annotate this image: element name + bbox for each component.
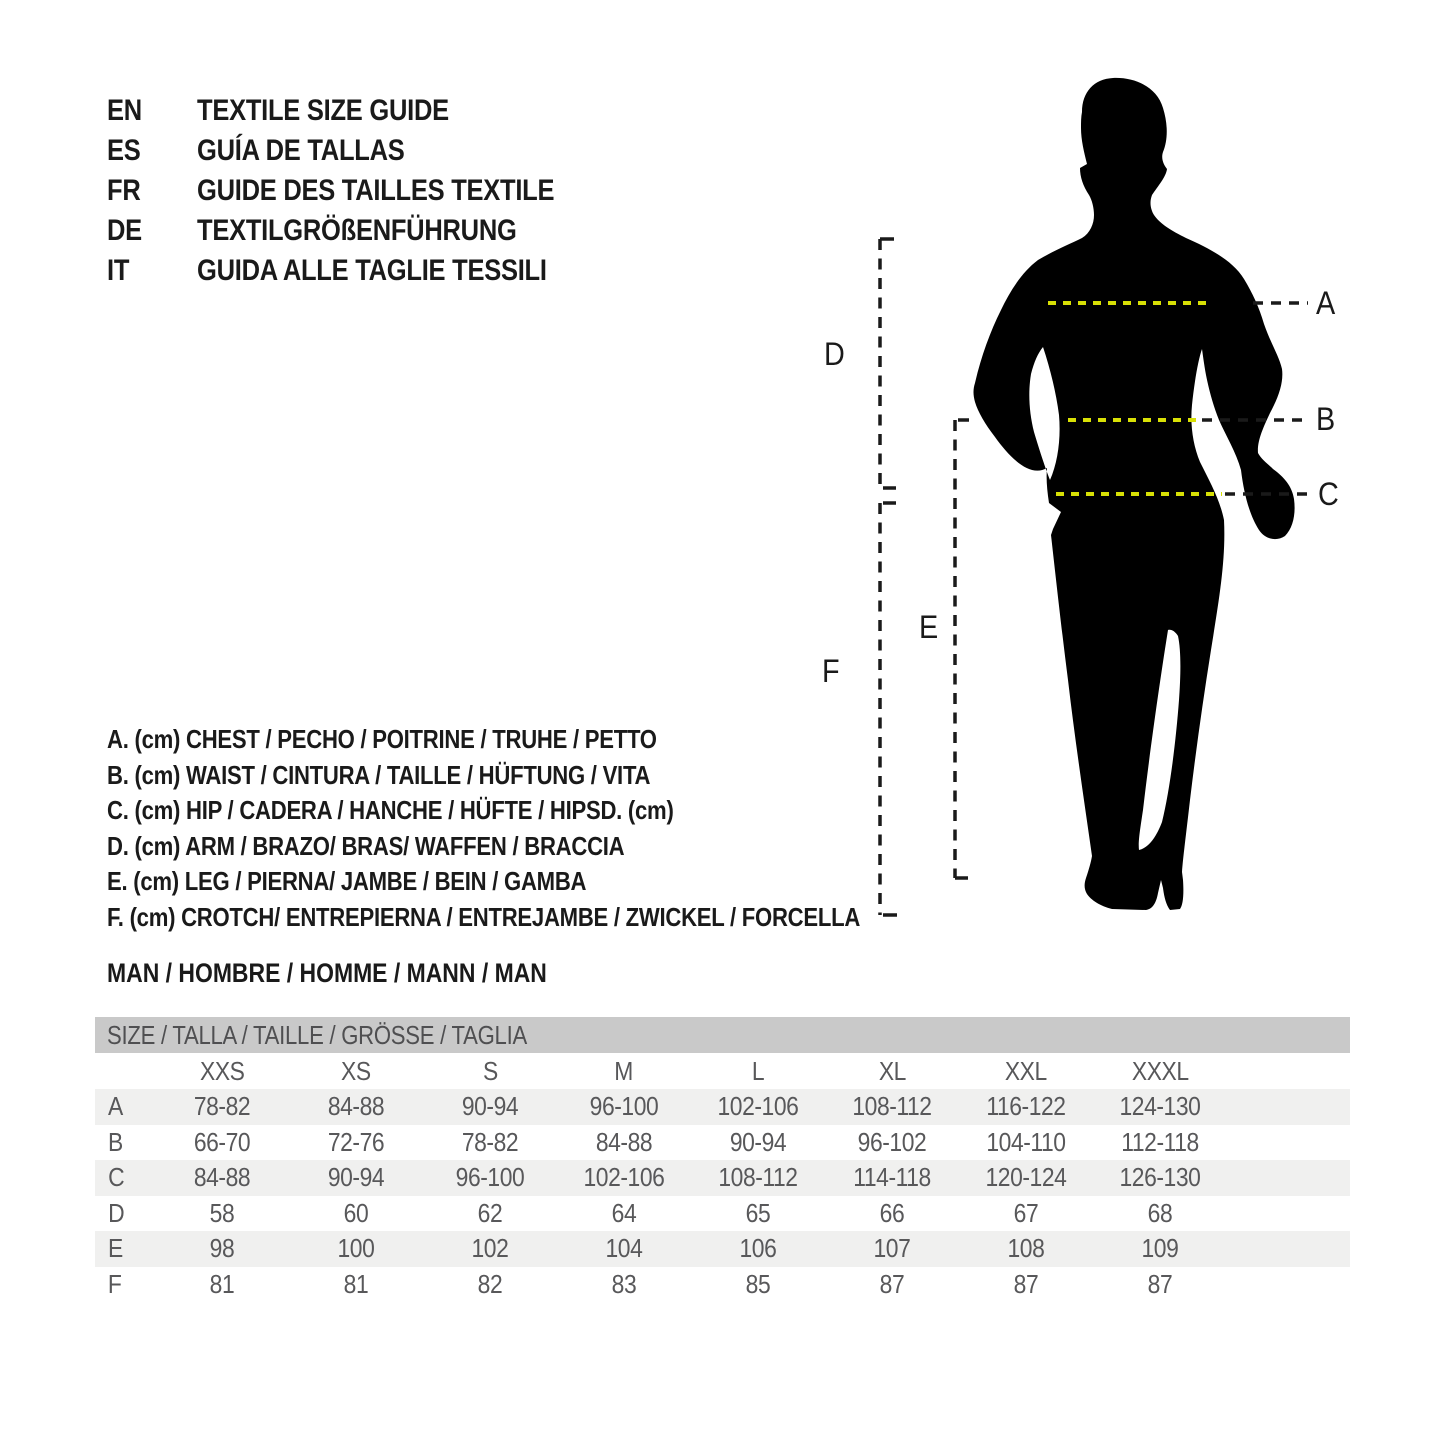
table-cell-text: 90-94 xyxy=(729,1126,787,1157)
table-cell-text: 114-118 xyxy=(853,1162,931,1192)
row-label-text: C xyxy=(108,1162,125,1192)
table-cell xyxy=(423,1267,557,1303)
table-cell-text: 107 xyxy=(873,1233,911,1263)
table-cell-text: 64 xyxy=(611,1197,637,1228)
row-label-text: F xyxy=(107,1268,122,1299)
table-cell-text: 68 xyxy=(1147,1197,1173,1228)
table-row-filler xyxy=(1227,1231,1350,1267)
size-table-header-text: SIZE / TALLA / TAILLE / GRÖSSE / TAGLIA xyxy=(107,1020,527,1050)
language-code-text: EN xyxy=(107,94,142,127)
column-header-text: XXL xyxy=(1005,1056,1047,1086)
table-cell xyxy=(691,1267,825,1303)
table-row-filler xyxy=(1227,1267,1350,1303)
table-cell xyxy=(959,1196,1093,1232)
table-cell-text: 60 xyxy=(343,1197,369,1228)
table-row-filler xyxy=(1227,1125,1350,1161)
table-cell-text: 116-122 xyxy=(986,1091,1066,1121)
table-cell-text: 100 xyxy=(337,1233,375,1263)
table-cell-text: 66 xyxy=(879,1197,905,1228)
row-label xyxy=(95,1231,155,1267)
table-cell xyxy=(155,1231,289,1267)
table-cell-text: 126-130 xyxy=(1119,1162,1201,1192)
size-table-header xyxy=(95,1017,1350,1053)
table-cell xyxy=(825,1267,959,1303)
table-cell-text: 65 xyxy=(745,1197,771,1228)
table-cell xyxy=(289,1196,423,1232)
legend-line-text: D. (cm) ARM / BRAZO/ BRAS/ WAFFEN / BRACCIA xyxy=(107,830,625,861)
column-header-xs xyxy=(289,1053,423,1089)
table-cell xyxy=(825,1089,959,1125)
table-cell-text: 104-110 xyxy=(986,1126,1066,1157)
title-text: TEXTILE SIZE GUIDE xyxy=(197,94,449,127)
column-header-text: S xyxy=(482,1056,498,1086)
table-cell xyxy=(557,1231,691,1267)
size-table-column-row xyxy=(95,1053,1350,1089)
table-cell xyxy=(691,1196,825,1232)
table-cell xyxy=(289,1125,423,1161)
legend-line-f xyxy=(107,900,993,936)
table-cell xyxy=(959,1125,1093,1161)
legend-line-text: C. (cm) HIP / CADERA / HANCHE / HÜFTE / HIPSD. (cm) xyxy=(107,795,674,826)
language-code-text: DE xyxy=(107,214,142,247)
table-cell xyxy=(155,1089,289,1125)
table-cell-text: 124-130 xyxy=(1119,1091,1201,1121)
table-cell-text: 62 xyxy=(477,1197,503,1228)
table-cell-text: 96-100 xyxy=(455,1162,525,1192)
table-cell xyxy=(959,1267,1093,1303)
language-code-text: IT xyxy=(107,254,130,287)
legend-line-text: A. (cm) CHEST / PECHO / POITRINE / TRUHE / PETTO xyxy=(107,724,657,754)
column-header-xxl xyxy=(959,1053,1093,1089)
table-cell-text: 83 xyxy=(611,1268,637,1299)
title-text: GUÍA DE TALLAS xyxy=(197,134,405,167)
title-text: GUIDA ALLE TAGLIE TESSILI xyxy=(197,254,547,287)
table-cell-text: 84-88 xyxy=(595,1126,653,1157)
row-label xyxy=(95,1267,155,1303)
marker-label-chest: A xyxy=(1316,285,1336,321)
table-cell xyxy=(155,1196,289,1232)
row-label xyxy=(95,1160,155,1196)
table-row-f xyxy=(95,1267,1350,1303)
column-header-filler xyxy=(1227,1053,1350,1089)
table-cell-text: 108-112 xyxy=(852,1091,932,1121)
table-cell xyxy=(155,1267,289,1303)
table-cell xyxy=(289,1231,423,1267)
table-cell xyxy=(691,1089,825,1125)
table-cell-text: 96-102 xyxy=(857,1126,927,1157)
row-label-text: B xyxy=(108,1126,123,1157)
title-text: GUIDE DES TAILLES TEXTILE xyxy=(197,174,555,207)
legend-line-text: E. (cm) LEG / PIERNA/ JAMBE / BEIN / GAMBA xyxy=(107,866,587,897)
table-cell xyxy=(155,1160,289,1196)
table-cell-text: 87 xyxy=(879,1268,905,1299)
table-cell xyxy=(1093,1267,1227,1303)
row-label xyxy=(95,1089,155,1125)
table-cell-text: 108-112 xyxy=(718,1162,798,1192)
table-cell-text: 112-118 xyxy=(1121,1126,1199,1157)
table-row-d xyxy=(95,1196,1350,1232)
table-cell-text: 109 xyxy=(1141,1233,1179,1263)
marker-label-crotch: F xyxy=(822,653,840,689)
table-cell-text: 81 xyxy=(209,1268,235,1299)
legend-line-text: B. (cm) WAIST / CINTURA / TAILLE / HÜFTUNG / VITA xyxy=(107,759,651,790)
table-cell xyxy=(155,1125,289,1161)
table-cell xyxy=(691,1160,825,1196)
legend-line-text: F. (cm) CROTCH/ ENTREPIERNA / ENTREJAMBE / ZWICKEL / FORCELLA xyxy=(107,901,861,932)
table-cell-text: 98 xyxy=(209,1233,235,1263)
table-cell-text: 90-94 xyxy=(327,1162,385,1192)
marker-label-hip: C xyxy=(1318,476,1339,512)
measurement-legend xyxy=(107,722,993,936)
table-cell xyxy=(1093,1125,1227,1161)
table-cell xyxy=(959,1231,1093,1267)
column-header-text: XXS xyxy=(199,1056,245,1086)
table-cell-text: 102 xyxy=(471,1233,509,1263)
gender-line-text: MAN / HOMBRE / HOMME / MANN / MAN xyxy=(107,958,547,988)
column-header-text: M xyxy=(614,1056,634,1086)
table-row-filler xyxy=(1227,1196,1350,1232)
column-header-text: XXXL xyxy=(1131,1056,1189,1086)
row-label-text: D xyxy=(108,1197,125,1228)
table-row-a xyxy=(95,1089,1350,1125)
table-row-e xyxy=(95,1231,1350,1267)
table-cell-text: 108 xyxy=(1007,1233,1045,1263)
table-cell xyxy=(959,1089,1093,1125)
table-cell xyxy=(423,1231,557,1267)
table-cell xyxy=(1093,1196,1227,1232)
table-cell xyxy=(825,1196,959,1232)
table-cell-text: 66-70 xyxy=(193,1126,251,1157)
column-header-text: L xyxy=(751,1056,765,1086)
column-header-text: XS xyxy=(341,1056,371,1086)
table-cell-text: 90-94 xyxy=(461,1091,519,1121)
table-cell-text: 102-106 xyxy=(583,1162,665,1192)
column-header-text: XL xyxy=(878,1056,906,1086)
table-cell-text: 87 xyxy=(1147,1268,1173,1299)
table-cell xyxy=(423,1160,557,1196)
column-header-xxs xyxy=(155,1053,289,1089)
legend-line-b xyxy=(107,758,993,794)
table-row-filler xyxy=(1227,1160,1350,1196)
table-cell xyxy=(825,1125,959,1161)
column-header-l xyxy=(691,1053,825,1089)
legend-line-c xyxy=(107,793,993,829)
table-cell xyxy=(557,1125,691,1161)
marker-label-arm: D xyxy=(824,336,845,372)
table-row-b xyxy=(95,1125,1350,1161)
table-cell xyxy=(557,1089,691,1125)
table-cell xyxy=(1093,1160,1227,1196)
table-cell xyxy=(289,1267,423,1303)
table-cell-text: 84-88 xyxy=(193,1162,251,1192)
legend-line-e xyxy=(107,864,993,900)
column-header-xxxl xyxy=(1093,1053,1227,1089)
table-cell xyxy=(557,1196,691,1232)
table-cell-text: 58 xyxy=(209,1197,235,1228)
table-cell-text: 120-124 xyxy=(985,1162,1067,1192)
table-row-c xyxy=(95,1160,1350,1196)
table-cell-text: 104 xyxy=(605,1233,643,1263)
row-label xyxy=(95,1196,155,1232)
column-header-s xyxy=(423,1053,557,1089)
table-cell xyxy=(423,1089,557,1125)
table-cell-text: 82 xyxy=(477,1268,503,1299)
table-cell-text: 96-100 xyxy=(589,1091,659,1121)
marker-label-leg: E xyxy=(919,609,939,645)
table-cell-text: 78-82 xyxy=(461,1126,519,1157)
table-cell-text: 102-106 xyxy=(717,1091,799,1121)
column-header-spacer xyxy=(95,1053,155,1089)
table-cell xyxy=(825,1160,959,1196)
legend-line-a xyxy=(107,722,993,758)
row-label-text: E xyxy=(108,1233,123,1263)
table-cell-text: 72-76 xyxy=(327,1126,385,1157)
column-header-xl xyxy=(825,1053,959,1089)
table-cell xyxy=(423,1196,557,1232)
table-cell-text: 67 xyxy=(1013,1197,1039,1228)
table-cell xyxy=(289,1160,423,1196)
language-code-text: FR xyxy=(107,174,141,207)
size-table-body xyxy=(95,1089,1350,1302)
table-row-filler xyxy=(1227,1089,1350,1125)
row-label xyxy=(95,1125,155,1161)
table-cell-text: 87 xyxy=(1013,1268,1039,1299)
legend-line-d xyxy=(107,829,993,865)
title-text: TEXTILGRÖßENFÜHRUNG xyxy=(197,214,517,247)
table-cell xyxy=(1093,1231,1227,1267)
table-cell-text: 81 xyxy=(343,1268,369,1299)
table-cell-text: 106 xyxy=(739,1233,777,1263)
table-cell xyxy=(423,1125,557,1161)
table-cell xyxy=(1093,1089,1227,1125)
table-cell xyxy=(825,1231,959,1267)
table-cell-text: 85 xyxy=(745,1268,771,1299)
table-cell-text: 78-82 xyxy=(193,1091,251,1121)
gender-line xyxy=(107,955,624,991)
table-cell xyxy=(557,1160,691,1196)
language-code-text: ES xyxy=(107,134,141,167)
size-table xyxy=(95,1017,1350,1302)
table-cell-text: 84-88 xyxy=(327,1091,385,1121)
column-header-m xyxy=(557,1053,691,1089)
row-label-text: A xyxy=(108,1091,123,1121)
table-cell xyxy=(959,1160,1093,1196)
table-cell xyxy=(691,1231,825,1267)
table-cell xyxy=(691,1125,825,1161)
table-cell xyxy=(557,1267,691,1303)
table-cell xyxy=(289,1089,423,1125)
marker-label-waist: B xyxy=(1316,401,1336,437)
